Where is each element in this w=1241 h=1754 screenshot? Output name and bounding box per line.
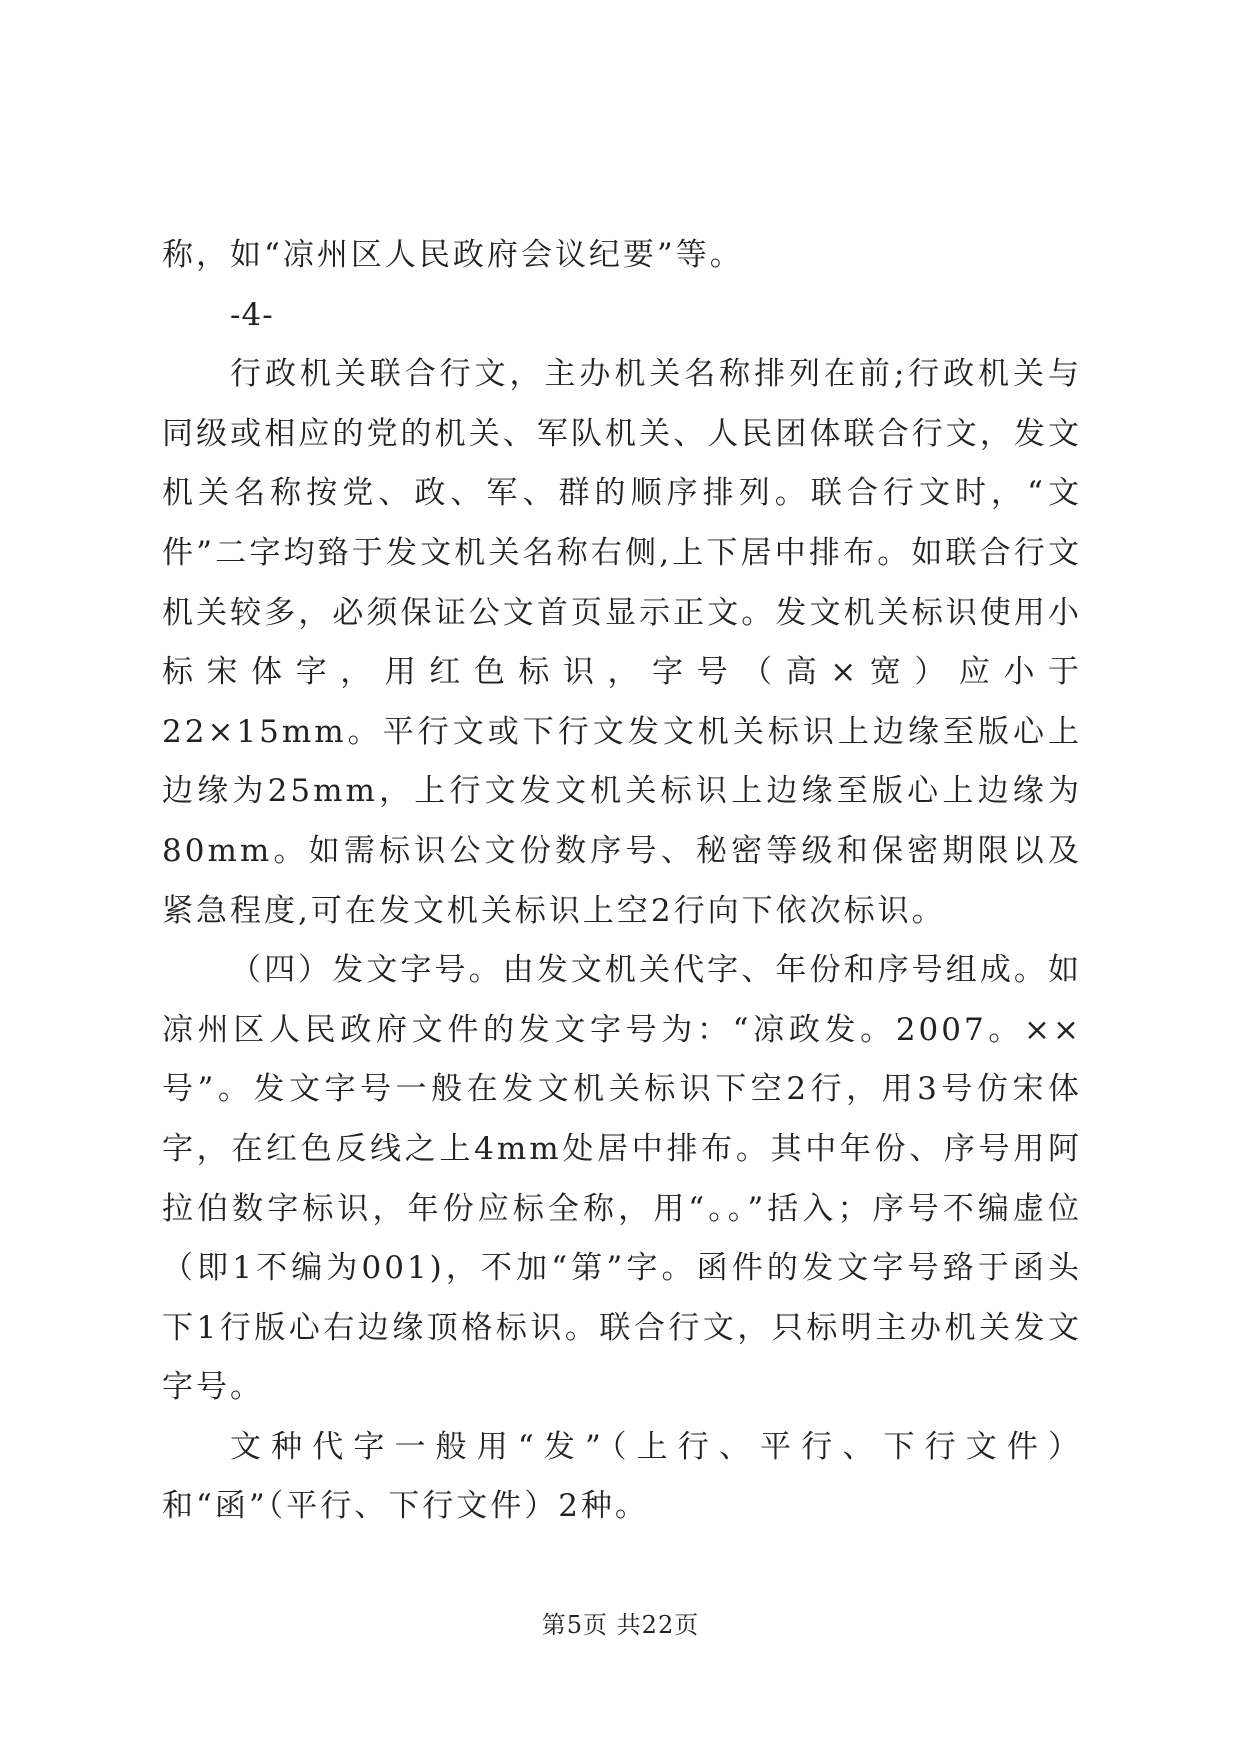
paragraph-joint-issuance: 行政机关联合行文，主办机关名称排列在前;行政机关与同级或相应的党的机关、军队机关、人民团体联合行文，发文机关名称按党、政、军、群的顺序排列。联合行文时，“文件”二字均臵于发文机关名称右侧,上下居中排布。如联合行文机关较多，必须保证公文首页显示正文。发文机关标识使用小标宋体字，用红色标识，字号（高×宽）应小于22×15mm。平行文或下行文发文机关标识上边缘至版心上边缘为25mm，上行文发文机关标识上边缘至版心上边缘为80mm。如需标识公文份数序号、秘密等级和保密期限以及紧急程度,可在发文机关标识上空2行向下依次标识。 [162,356,1082,929]
page-footer: 第5页 共22页 [541,1611,700,1639]
inline-page-marker: -4- [230,296,274,333]
paragraph-document-type-code: 文种代字一般用“发”（上行、平行、下行文件）和“函”（平行、下行文件）2种。 [162,1428,1082,1525]
document-body [162,226,1082,1537]
paragraph-continuation: 称，如“凉州区人民政府会议纪要”等。 [162,237,744,273]
paragraph-document-number: （四）发文字号。由发文机关代字、年份和序号组成。如凉州区人民政府文件的发文字号为：“凉政发。2007。××号”。发文字号一般在发文机关标识下空2行，用3号仿宋体字，在红色反线之上4mm处居中排布。其中年份、序号用阿拉伯数字标识，年份应标全称，用“。。”括入；序号不编虚位（即1不编为001)，不加“第”字。函件的发文字号臵于函头下1行版心右边缘顶格标识。联合行文，只标明主办机关发文字号。 [162,952,1082,1406]
